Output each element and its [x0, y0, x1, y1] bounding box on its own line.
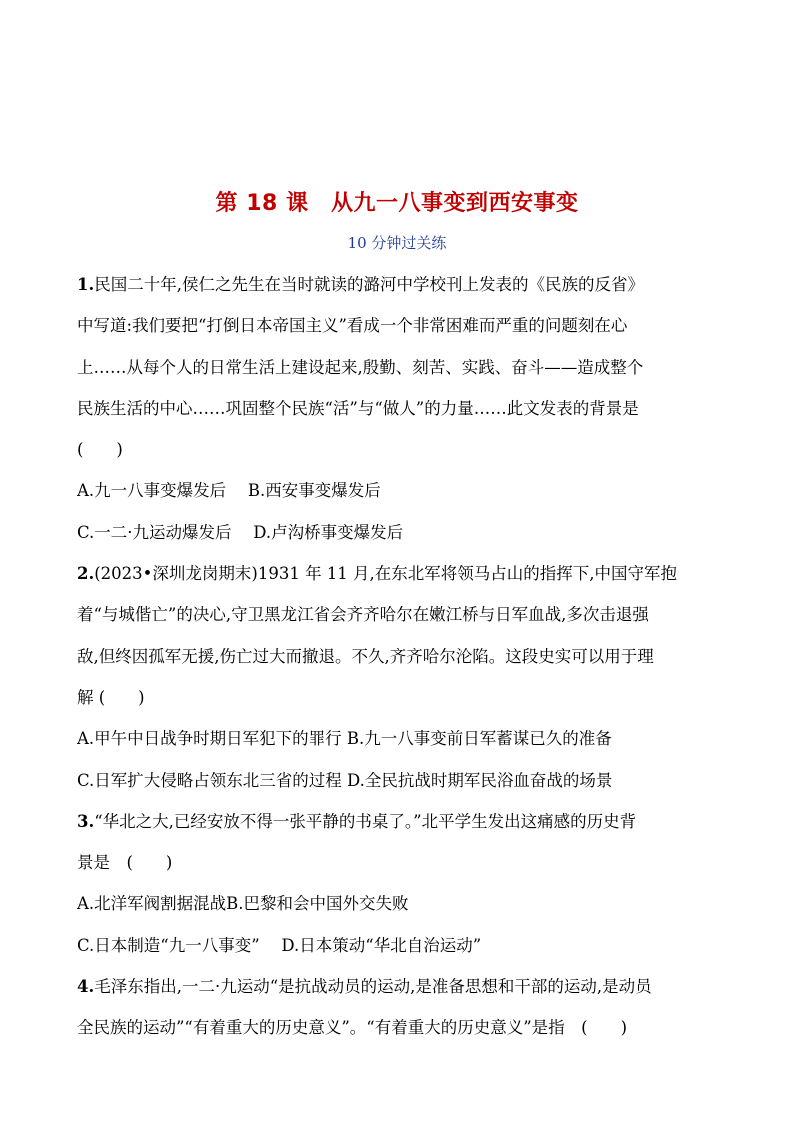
option-line: A.北洋军阀割据混战B.巴黎和会中国外交失败: [77, 894, 409, 914]
option-line: C.日军扩大侵略占领东北三省的过程 D.全民抗战时期军民浴血奋战的场景: [77, 770, 613, 790]
question-text: 民国二十年,侯仁之先生在当时就读的潞河中学校刊上发表的《民族的反省》: [94, 275, 644, 294]
question-2: [77, 557, 719, 805]
question-number: 1.: [77, 275, 95, 294]
question-line: 敌,但终因孤军无援,伤亡过大而撤退。不久,齐齐哈尔沦陷。这段史实可以用于理: [77, 646, 654, 666]
question-line: 全民族的运动”“有着重大的历史意义”。“有着重大的历史意义”是指 ( ): [77, 1018, 628, 1038]
question-number: 3.: [77, 811, 95, 831]
question-line: [77, 805, 719, 846]
question-line: 上……从每个人的日常生活上建设起来,殷勤、刻苦、实践、奋斗——造成整个: [77, 357, 644, 377]
question-number: 4.: [77, 977, 95, 997]
option-line: C.一二·九运动爆发后 D.卢沟桥事变爆发后: [77, 522, 404, 542]
question-line: [77, 557, 719, 598]
questions-container: [77, 268, 719, 1053]
question-text: (2023•深圳龙岗期末)1931 年 11 月,在东北军将领马占山的指挥下,中国守军抱: [94, 564, 678, 584]
question-number: 2.: [77, 564, 95, 584]
question-line: [77, 268, 719, 309]
option-line: A.甲午中日战争时期日军犯下的罪行 B.九一八事变前日军蓄谋已久的准备: [77, 729, 612, 749]
page-title: 第 18 课 从九一八事变到西安事变: [215, 191, 579, 216]
question-line: 解 ( ): [77, 687, 145, 707]
question-line: 着“与城偕亡”的决心,守卫黑龙江省会齐齐哈尔在嫩江桥与日军血战,多次击退强: [77, 605, 649, 625]
question-text: “华北之大,已经安放不得一张平静的书桌了。”北平学生发出这痛感的历史背: [94, 811, 637, 831]
question-line: 民族生活的中心……巩固整个民族“活”与“做人”的力量……此文发表的背景是: [77, 398, 639, 418]
question-3: [77, 805, 719, 970]
answer-blank: ( ): [77, 440, 123, 460]
option-line: C.日本制造“九一八事变” D.日本策动“华北自治运动”: [77, 935, 482, 955]
question-line: 景是 ( ): [77, 853, 173, 873]
option-line: A.九一八事变爆发后 B.西安事变爆发后: [77, 481, 381, 501]
question-text: 毛泽东指出,一二·九运动“是抗战动员的运动,是准备思想和干部的运动,是动员: [94, 977, 652, 997]
question-4: [77, 970, 719, 1053]
question-line: 中写道:我们要把“打倒日本帝国主义”看成一个非常困难而严重的问题刻在心: [77, 316, 628, 336]
question-line: [77, 970, 719, 1011]
section-subtitle: 10 分钟过关练: [347, 234, 447, 252]
question-1: [77, 268, 719, 557]
